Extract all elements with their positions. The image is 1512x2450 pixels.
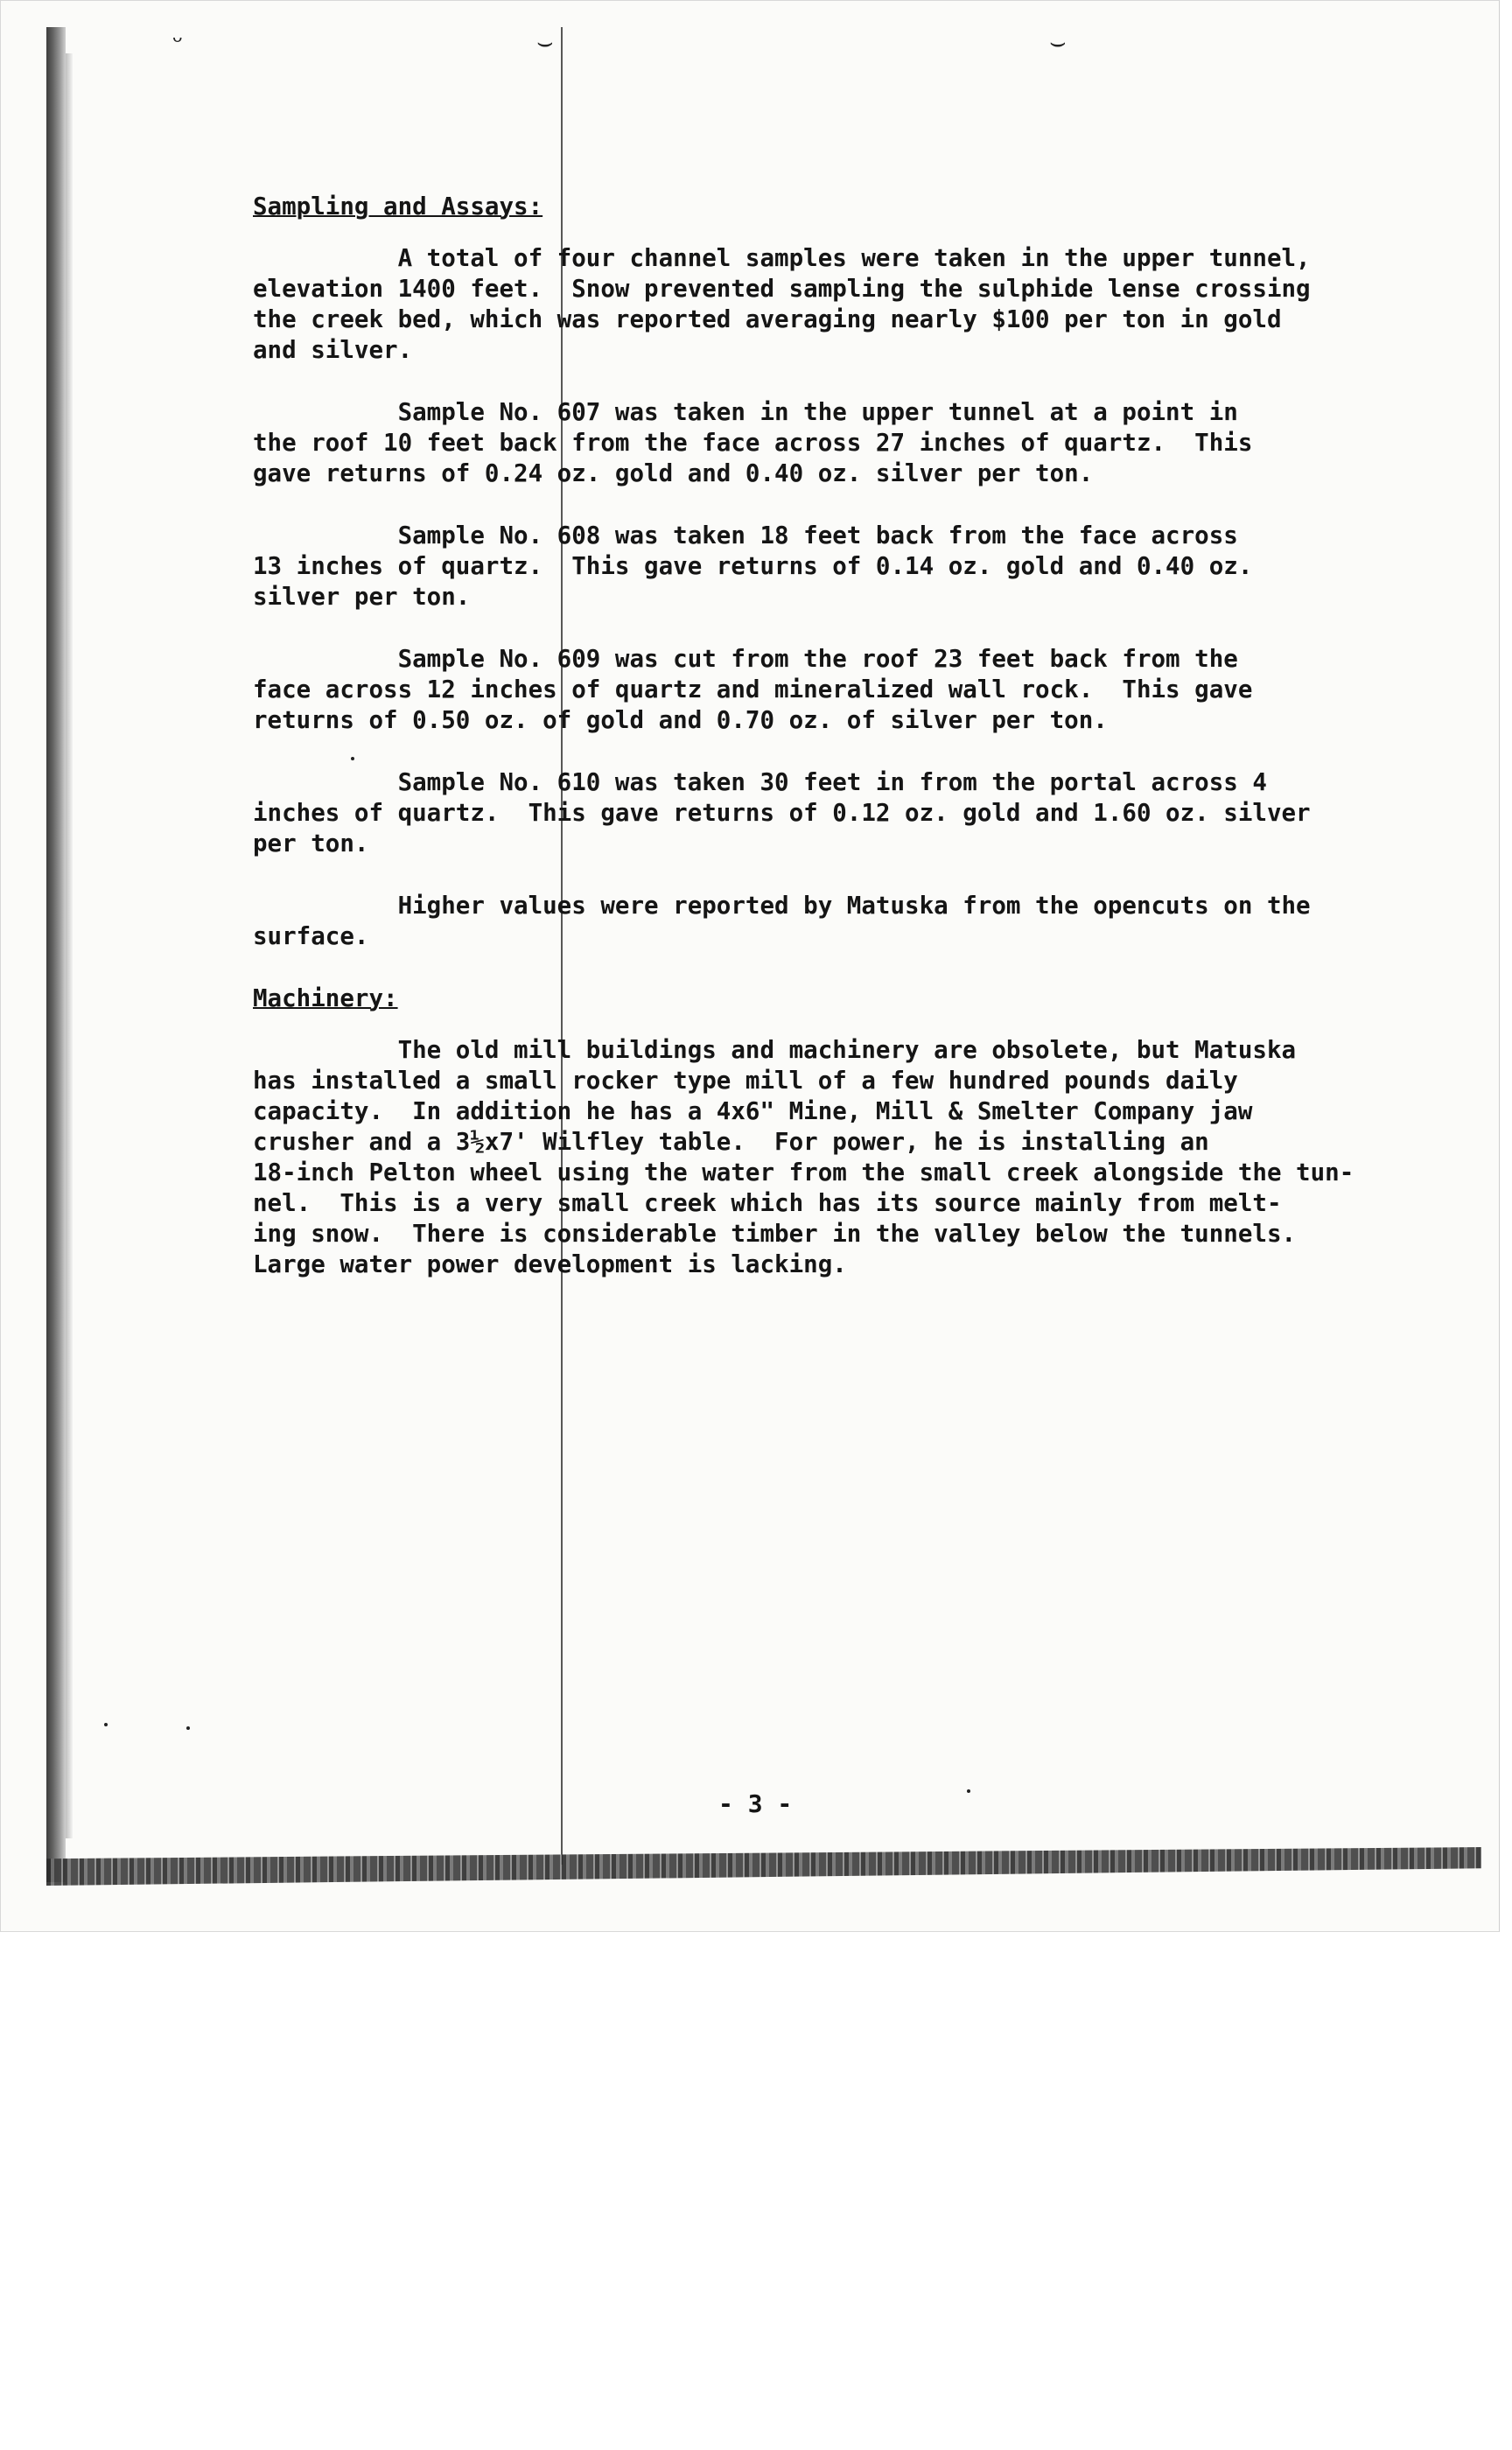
section-sampling-and-assays — [253, 192, 1408, 952]
punch-mark: ⌣ — [1049, 27, 1067, 58]
left-binding-highlight — [66, 53, 73, 1838]
punch-mark: ⌣ — [536, 27, 554, 58]
speck — [104, 1723, 108, 1726]
section-heading: Machinery: — [253, 984, 398, 1012]
bottom-binding-shadow — [46, 1847, 1481, 1886]
page-number: - 3 - — [718, 1789, 793, 1818]
paragraph: The old mill buildings and machinery are obsolete, but Matuska has installed a small rocker type mill of a few hundred pounds daily capacity. In addition he has a 4x6" Mine, Mill & Smelter Company jaw crusher and a 3½x7' Wilfley table. For power, he is installing an 18-inch Pelton wheel using the water from the small creek alongside the tun- nel. This is a very small creek which has its source mainly from melt- ing snow. There is considerable timber in the valley below the tunnels. Large water power development is lacking. — [253, 1036, 1354, 1278]
paragraph: Sample No. 608 was taken 18 feet back from the face across 13 inches of quartz. This gave returns of 0.14 oz. gold and 0.40 oz. silver per ton. — [253, 522, 1253, 611]
paragraph: A total of four channel samples were taken in the upper tunnel, elevation 1400 feet. Snow prevented sampling the sulphide lense crossing the creek bed, which was reported averaging nearly $100 per ton in gold and silver. — [253, 244, 1311, 364]
document-body — [253, 192, 1408, 1312]
speck — [186, 1726, 190, 1730]
paragraph: Higher values were reported by Matuska from the opencuts on the surface. — [253, 892, 1311, 950]
speck — [967, 1789, 970, 1793]
punch-mark: ᵕ — [172, 27, 184, 58]
left-binding-shadow — [46, 27, 66, 1882]
paragraph: Sample No. 607 was taken in the upper tunnel at a point in the roof 10 feet back from the face across 27 inches of quartz. This gave returns of 0.24 oz. gold and 0.40 oz. silver per ton. — [253, 398, 1253, 487]
paragraph: Sample No. 610 was taken 30 feet in from the portal across 4 inches of quartz. This gave returns of 0.12 oz. gold and 1.60 oz. silver per ton. — [253, 768, 1311, 858]
paragraph: Sample No. 609 was cut from the roof 23 feet back from the face across 12 inches of quartz and mineralized wall rock. This gave returns of 0.50 oz. of gold and 0.70 oz. of silver per ton. — [253, 645, 1253, 734]
section-heading: Sampling and Assays: — [253, 192, 543, 220]
section-machinery — [253, 984, 1408, 1280]
